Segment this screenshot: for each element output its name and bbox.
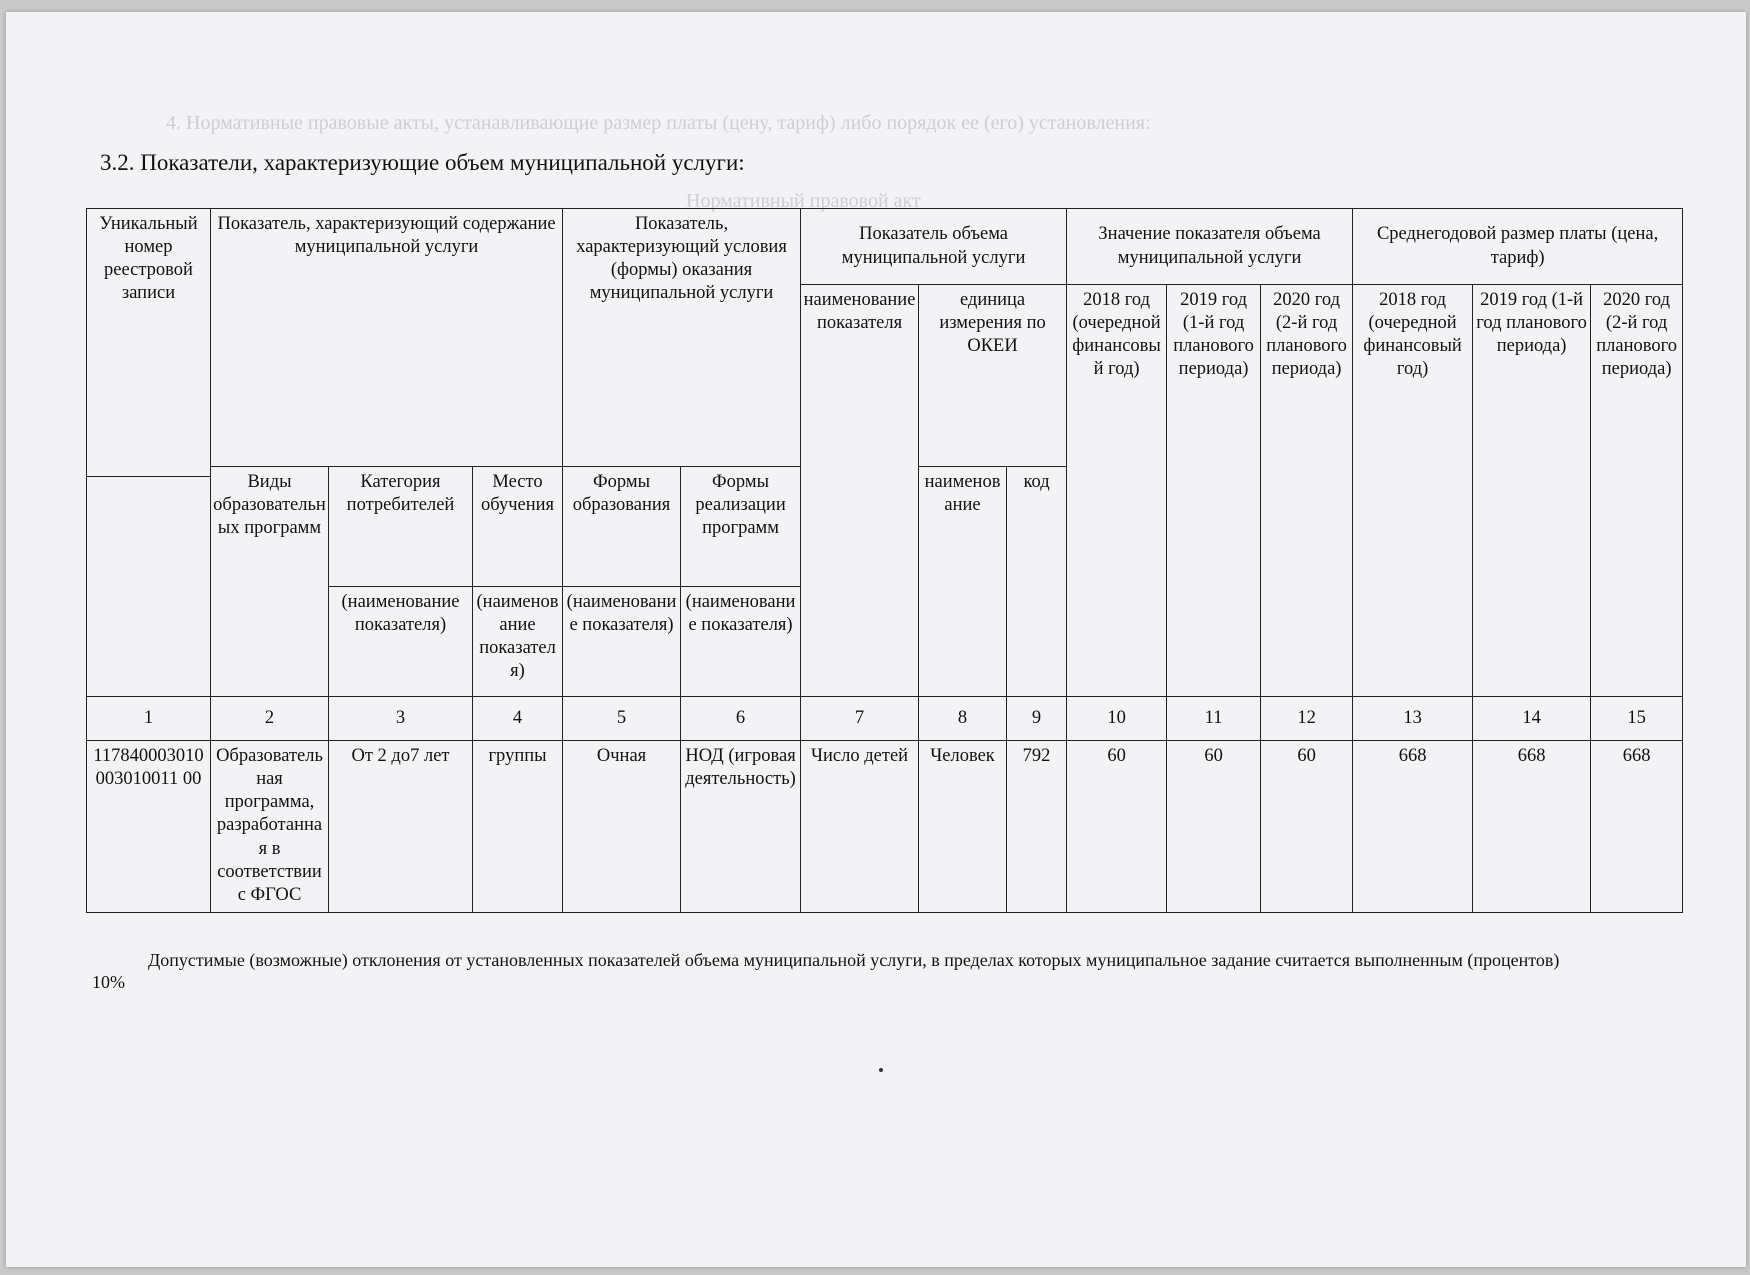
header-fee-2020: 2020 год (2-й год планового периода) bbox=[1591, 285, 1683, 697]
bleed-through-header: Нормативный правовой акт bbox=[686, 190, 921, 212]
column-number: 10 bbox=[1067, 697, 1167, 741]
header-volume-2019: 2019 год (1-й год планового периода) bbox=[1167, 285, 1261, 697]
column-number: 11 bbox=[1167, 697, 1261, 741]
column-number: 7 bbox=[801, 697, 919, 741]
cell-consumers: От 2 до7 лет bbox=[329, 741, 473, 913]
volume-indicators-table bbox=[86, 208, 1683, 913]
header-conditions-implementation: Формы реализации программ bbox=[681, 467, 801, 587]
header-volume-2018: 2018 год (очередной финансовый год) bbox=[1067, 285, 1167, 697]
column-number: 5 bbox=[563, 697, 681, 741]
cell-fee-2019: 668 bbox=[1473, 741, 1591, 913]
cell-impl-form: НОД (игровая деятельность) bbox=[681, 741, 801, 913]
cell-volume-2018: 60 bbox=[1067, 741, 1167, 913]
cell-fee-2020: 668 bbox=[1591, 741, 1683, 913]
column-number: 14 bbox=[1473, 697, 1591, 741]
header-conditions-forms: Формы образования bbox=[563, 467, 681, 587]
header-fee-2018: 2018 год (очередной финансовый год) bbox=[1353, 285, 1473, 697]
header-service-conditions: Показатель, характеризующий условия (формы) оказания муниципальной услуги bbox=[563, 209, 801, 467]
header-okei-code: код bbox=[1007, 467, 1067, 697]
header-volume-2020: 2020 год (2-й год планового периода) bbox=[1261, 285, 1353, 697]
header-volume-indicator: Показатель объема муниципальной услуги bbox=[801, 209, 1067, 285]
column-number: 4 bbox=[473, 697, 563, 741]
cell-program: Образовательная программа, разработанная в соответствии с ФГОС bbox=[211, 741, 329, 913]
header-volume-value: Значение показателя объема муниципальной услуги bbox=[1067, 209, 1353, 285]
header-fee-2019: 2019 год (1-й год планового периода) bbox=[1473, 285, 1591, 697]
scan-speck bbox=[879, 1068, 883, 1072]
column-number: 13 bbox=[1353, 697, 1473, 741]
column-number: 6 bbox=[681, 697, 801, 741]
header-content-place: Место обучения bbox=[473, 467, 563, 587]
sub-header-edu-forms: (наименование показателя) bbox=[563, 587, 681, 697]
header-service-content: Показатель, характеризующий содержание муниципальной услуги bbox=[211, 209, 563, 467]
header-registry-blank bbox=[87, 477, 211, 697]
cell-edu-form: Очная bbox=[563, 741, 681, 913]
column-number: 1 bbox=[87, 697, 211, 741]
header-content-programs: Виды образовательных программ bbox=[211, 467, 329, 697]
sub-header-impl-forms: (наименование показателя) bbox=[681, 587, 801, 697]
table-row bbox=[87, 741, 1683, 913]
column-number: 9 bbox=[1007, 697, 1067, 741]
column-number: 15 bbox=[1591, 697, 1683, 741]
cell-volume-2019: 60 bbox=[1167, 741, 1261, 913]
cell-fee-2018: 668 bbox=[1353, 741, 1473, 913]
header-okei-name: наименование bbox=[919, 467, 1007, 697]
cell-unit-name: Человек bbox=[919, 741, 1007, 913]
bleed-through-line: 4. Нормативные правовые акты, устанавливающие размер платы (цену, тариф) либо порядок ее (его) установления: bbox=[166, 112, 1151, 134]
cell-indicator: Число детей bbox=[801, 741, 919, 913]
sub-header-place: (наименование показателя) bbox=[473, 587, 563, 697]
header-registry-number: Уникальный номер реестровой записи bbox=[87, 209, 211, 477]
deviation-note bbox=[92, 950, 1612, 993]
cell-registry-number: 117840003010003010011 00 bbox=[87, 741, 211, 913]
deviation-value: 10% bbox=[92, 971, 125, 992]
column-number: 3 bbox=[329, 697, 473, 741]
header-content-consumers: Категория потребителей bbox=[329, 467, 473, 587]
sub-header-consumers: (наименование показателя) bbox=[329, 587, 473, 697]
header-average-fee: Среднегодовой размер платы (цена, тариф) bbox=[1353, 209, 1683, 285]
cell-unit-code: 792 bbox=[1007, 741, 1067, 913]
column-number: 2 bbox=[211, 697, 329, 741]
column-number: 12 bbox=[1261, 697, 1353, 741]
cell-place: группы bbox=[473, 741, 563, 913]
section-title: 3.2. Показатели, характеризующие объем муниципальной услуги: bbox=[100, 150, 745, 175]
cell-volume-2020: 60 bbox=[1261, 741, 1353, 913]
column-number: 8 bbox=[919, 697, 1007, 741]
deviation-text: Допустимые (возможные) отклонения от установленных показателей объема муниципальной услуги, в пределах которых муниципальное задание считается выполненным (процентов) bbox=[148, 950, 1560, 970]
header-indicator-name: наименование показателя bbox=[801, 285, 919, 697]
header-okei-unit: единица измерения по ОКЕИ bbox=[919, 285, 1067, 467]
